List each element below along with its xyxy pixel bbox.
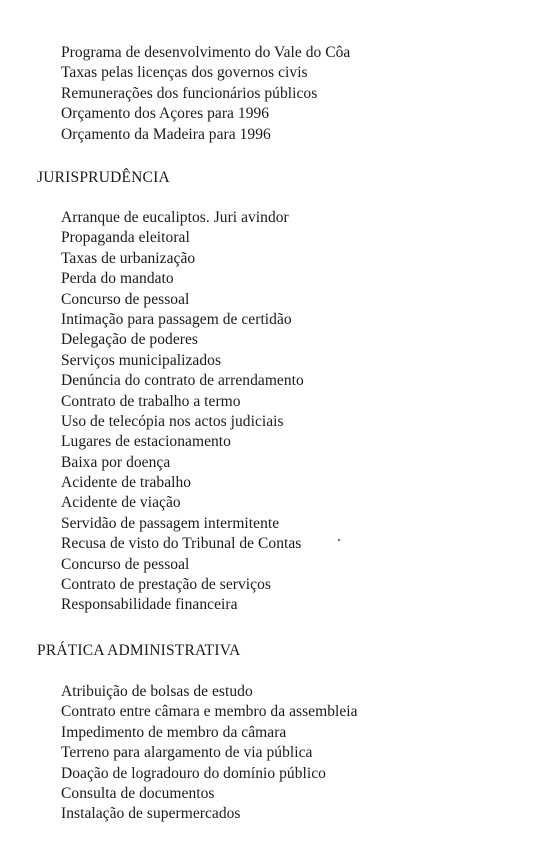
list-item: Remunerações dos funcionários públicos [61,84,318,102]
list-item: Concurso de pessoal [61,555,190,573]
list-item: Concurso de pessoal [61,290,190,308]
top-topic-list [61,43,350,145]
list-item: Contrato entre câmara e membro da assembleia [61,703,358,721]
list-item: Responsabilidade financeira [61,596,238,614]
list-item: Impedimento de membro da câmara [61,723,287,741]
list-item: Delegação de poderes [61,331,198,349]
list-item: Orçamento da Madeira para 1996 [61,125,271,143]
list-item: Uso de telecópia nos actos judiciais [61,412,284,430]
list-item: Servidão de passagem intermitente [61,514,280,532]
list-item: Acidente de viação [61,494,181,512]
list-item: Propaganda eleitoral [61,229,190,247]
print-speck [338,539,340,541]
list-item: Doação de logradouro do domínio público [61,764,326,782]
list-item: Denúncia do contrato de arrendamento [61,372,304,390]
list-item: Perda do mandato [61,270,174,288]
list-item: Contrato de trabalho a termo [61,392,241,410]
pratica-administrativa-topic-list [61,682,358,825]
list-item: Instalação de supermercados [61,805,241,823]
list-item: Serviços municipalizados [61,351,222,369]
list-item: Taxas pelas licenças dos governos civis [61,64,308,82]
list-item: Terreno para alargamento de via pública [61,744,313,762]
list-item: Lugares de estacionamento [61,433,231,451]
section-heading-jurisprudencia: JURISPRUDÊNCIA [37,169,170,186]
section-heading-pratica-administrativa: PRÁTICA ADMINISTRATIVA [37,642,241,659]
list-item: Orçamento dos Açores para 1996 [61,105,270,123]
list-item: Arranque de eucaliptos. Juri avindor [61,209,289,226]
jurisprudencia-topic-list [61,208,304,616]
list-item: Taxas de urbanização [61,249,196,267]
list-item: Atribuição de bolsas de estudo [61,683,253,700]
list-item: Baixa por doença [61,453,171,471]
list-item: Intimação para passagem de certidão [61,310,292,328]
list-item: Acidente de trabalho [61,474,192,492]
list-item: Contrato de prestação de serviços [61,576,271,594]
list-item: Consulta de documentos [61,784,215,802]
list-item: Programa de desenvolvimento do Vale do Côa [61,44,351,61]
list-item: Recusa de visto do Tribunal de Contas [61,535,302,553]
